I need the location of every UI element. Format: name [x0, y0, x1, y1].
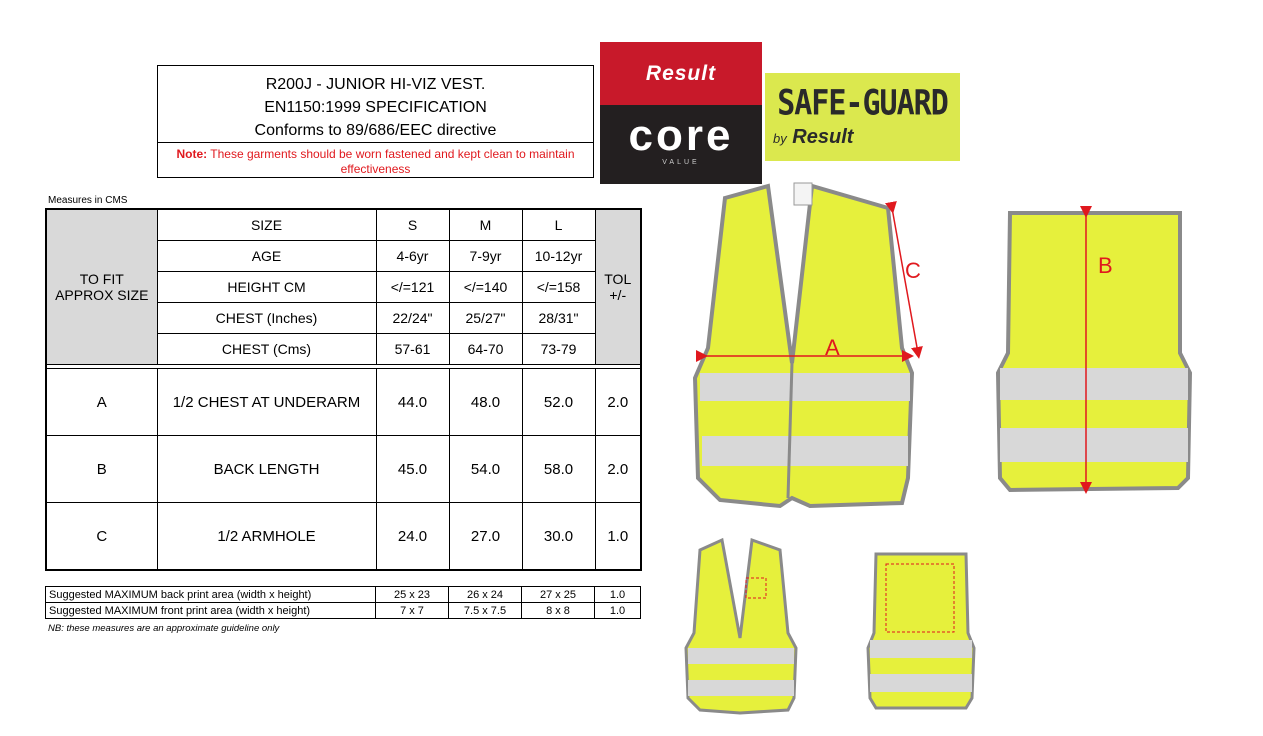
safeguard-wordmark: SAFE-GUARD: [777, 83, 948, 124]
header-cell: S: [376, 209, 449, 241]
by-result-wordmark: [765, 120, 960, 149]
print-label: Suggested MAXIMUM front print area (width x height): [46, 603, 376, 619]
header-cell: 73-79: [522, 334, 595, 365]
measure-label-b: B: [1098, 253, 1113, 278]
title-line-2: EN1150:1999 SPECIFICATION: [264, 99, 487, 116]
row-tol: 2.0: [595, 436, 641, 503]
header-label: HEIGHT CM: [157, 272, 376, 303]
header-cell: L: [522, 209, 595, 241]
title-line-1: R200J - JUNIOR HI-VIZ VEST.: [265, 76, 486, 93]
row-tol: 2.0: [595, 369, 641, 436]
fit-label-2: APPROX SIZE: [55, 287, 149, 303]
result-core-logo: [600, 42, 762, 184]
header-label: CHEST (Inches): [157, 303, 376, 334]
core-wordmark: core: [628, 111, 734, 160]
vest-diagrams: [680, 178, 1200, 733]
reflective-band: [702, 436, 908, 466]
fit-label: [46, 209, 157, 365]
reflective-band: [688, 648, 794, 664]
row-value: 44.0: [376, 369, 449, 436]
print-value: 25 x 23: [376, 587, 449, 603]
note-text: These garments should be worn fastened and kept clean to maintain effectiveness: [207, 147, 575, 176]
row-label: 1/2 ARMHOLE: [157, 503, 376, 571]
header-cell: </=121: [376, 272, 449, 303]
reflective-band: [1000, 368, 1188, 400]
footnote: NB: these measures are an approximate guideline only: [48, 623, 280, 634]
back-vest-illustration: [998, 213, 1190, 490]
header-cell: 7-9yr: [449, 241, 522, 272]
reflective-band: [870, 640, 972, 658]
back-print-area-illustration: [868, 554, 974, 708]
care-note: [158, 143, 593, 177]
row-tol: 1.0: [595, 503, 641, 571]
header-cell: M: [449, 209, 522, 241]
row-code: B: [46, 436, 157, 503]
by-result-label: Result: [792, 126, 854, 148]
safeguard-logo: [765, 73, 960, 161]
result-wordmark: Result: [600, 42, 762, 105]
header-cell: 22/24": [376, 303, 449, 334]
front-print-area-illustration: [686, 540, 796, 713]
header-cell: 10-12yr: [522, 241, 595, 272]
title-line-3: Conforms to 89/686/EEC directive: [254, 122, 497, 139]
header-cell: </=140: [449, 272, 522, 303]
header-label: AGE: [157, 241, 376, 272]
label-tag: [794, 183, 812, 205]
row-code: C: [46, 503, 157, 571]
value-wordmark: VALUE: [662, 159, 700, 166]
print-area-table: [45, 586, 641, 619]
measure-label-a: A: [825, 335, 840, 360]
header-label: SIZE: [157, 209, 376, 241]
print-value: 27 x 25: [522, 587, 595, 603]
reflective-band: [688, 680, 794, 696]
measure-label-c: C: [905, 258, 921, 283]
fit-label-1: TO FIT: [79, 271, 124, 287]
print-value: 7.5 x 7.5: [449, 603, 522, 619]
header-cell: 57-61: [376, 334, 449, 365]
table-row: [46, 436, 641, 503]
table-row: [46, 603, 641, 619]
header-cell: 4-6yr: [376, 241, 449, 272]
row-value: 52.0: [522, 369, 595, 436]
print-tol: 1.0: [595, 587, 641, 603]
reflective-band: [870, 674, 972, 692]
table-row: [46, 369, 641, 436]
row-label: 1/2 CHEST AT UNDERARM: [157, 369, 376, 436]
table-row: [46, 587, 641, 603]
row-value: 45.0: [376, 436, 449, 503]
row-value: 48.0: [449, 369, 522, 436]
header-cell: 28/31": [522, 303, 595, 334]
reflective-band: [1000, 428, 1188, 462]
spec-title-box: [157, 65, 594, 178]
header-cell: 25/27": [449, 303, 522, 334]
row-code: A: [46, 369, 157, 436]
row-value: 30.0: [522, 503, 595, 571]
print-value: 8 x 8: [522, 603, 595, 619]
print-value: 7 x 7: [376, 603, 449, 619]
tol-label: [595, 209, 641, 365]
tol-label-2: +/-: [609, 287, 627, 303]
front-vest-illustration: [695, 183, 912, 506]
header-cell: </=158: [522, 272, 595, 303]
row-value: 24.0: [376, 503, 449, 571]
row-label: BACK LENGTH: [157, 436, 376, 503]
row-value: 54.0: [449, 436, 522, 503]
measures-note: Measures in CMS: [48, 195, 128, 206]
header-cell: 64-70: [449, 334, 522, 365]
by-label: by: [773, 131, 787, 146]
table-row: [46, 503, 641, 571]
print-tol: 1.0: [595, 603, 641, 619]
print-label: Suggested MAXIMUM back print area (width x height): [46, 587, 376, 603]
header-label: CHEST (Cms): [157, 334, 376, 365]
row-value: 27.0: [449, 503, 522, 571]
note-label: Note:: [176, 147, 208, 161]
print-value: 26 x 24: [449, 587, 522, 603]
row-value: 58.0: [522, 436, 595, 503]
tol-label-1: TOL: [604, 271, 632, 287]
reflective-band: [700, 373, 910, 401]
size-table: [45, 208, 642, 571]
